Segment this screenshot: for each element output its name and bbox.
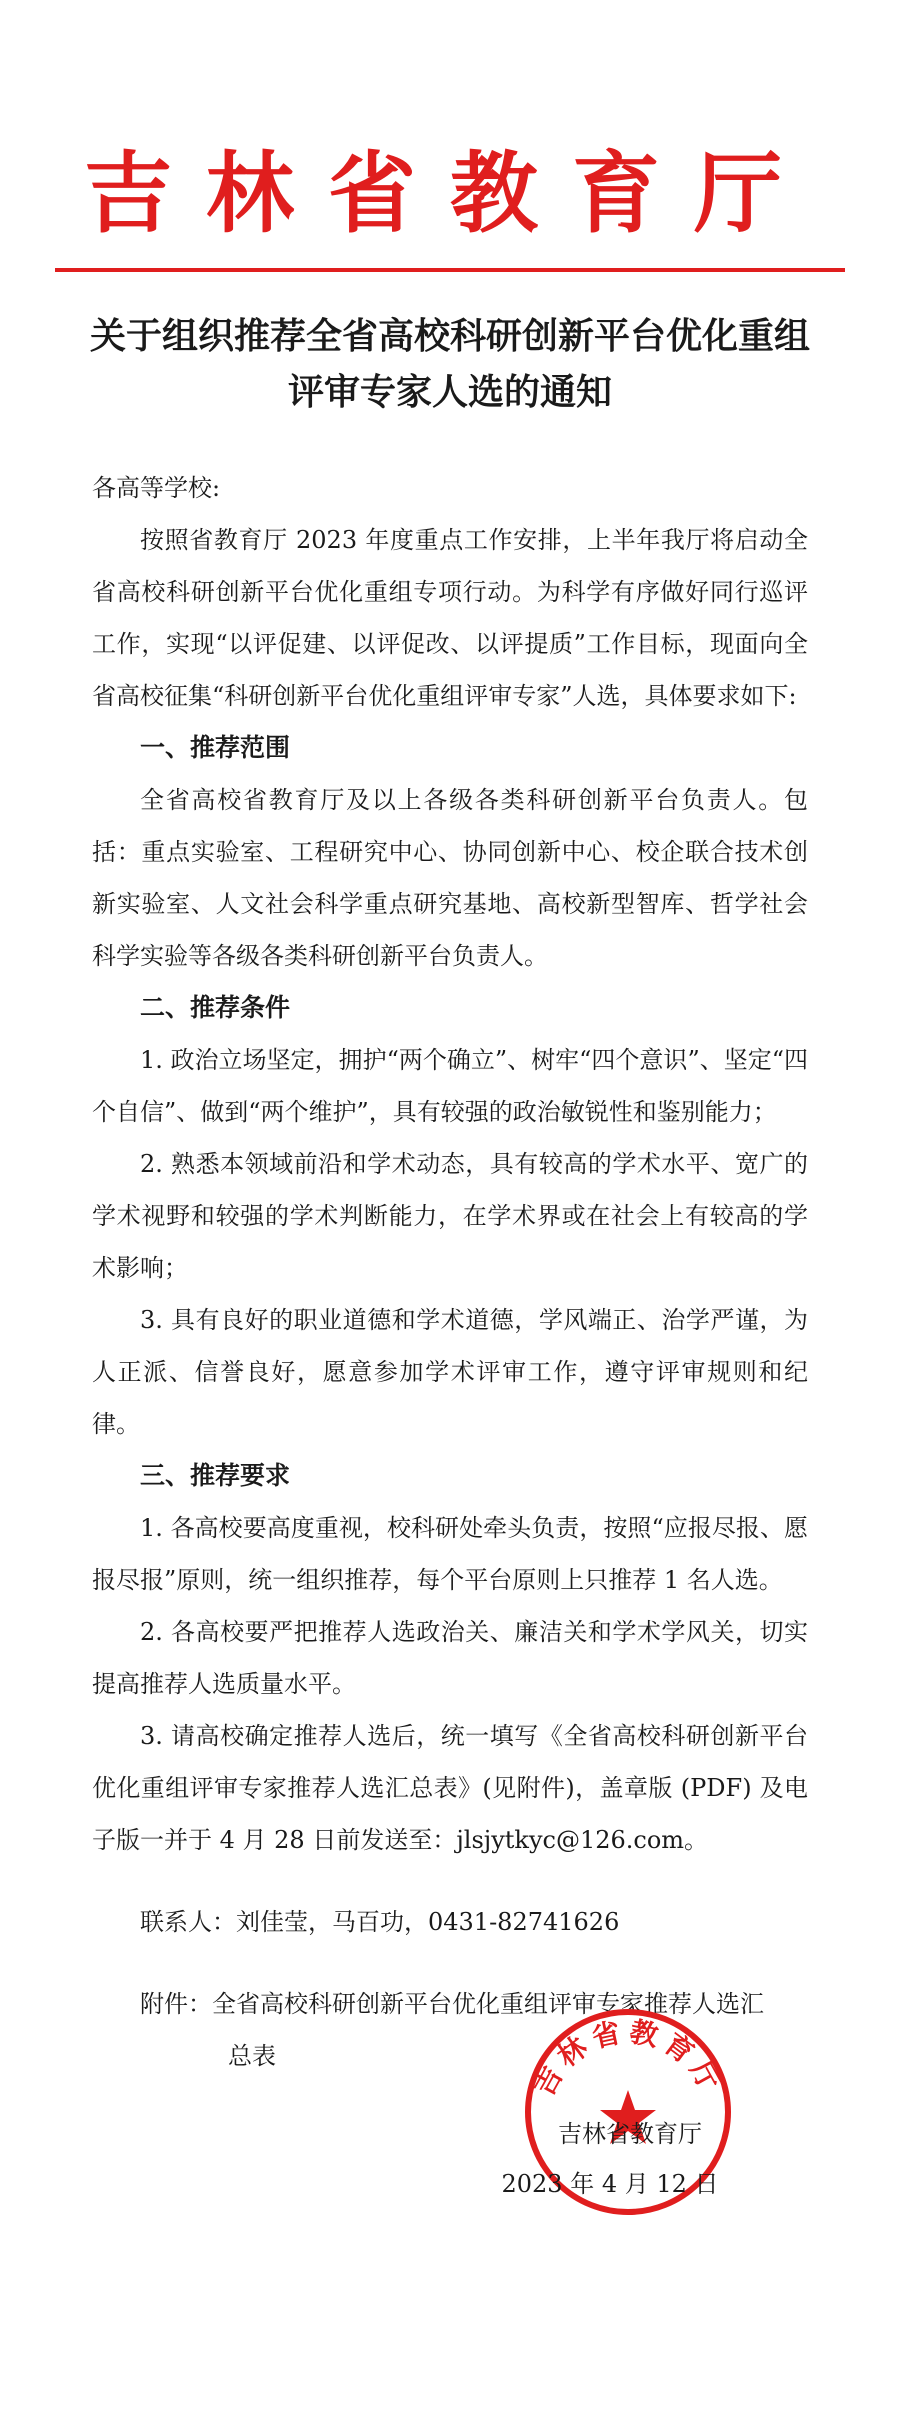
section-3-heading: 三、推荐要求 — [140, 1461, 291, 1490]
title-line-2: 评审专家人选的通知 — [287, 371, 612, 413]
signature-date: 2023 年 4 月 12 日 — [501, 2170, 719, 2198]
section-2-heading: 二、推荐条件 — [140, 993, 291, 1022]
salutation: 各高等学校: — [92, 474, 221, 502]
requirement-item: 2. 各高校要严把推荐人选政治关、廉洁关和学术学风关，切实提高推荐人选质量水平。 — [92, 1618, 808, 1698]
attachment-label: 附件： — [140, 1990, 212, 2018]
condition-item: 1. 政治立场坚定，拥护“两个确立”、树牢“四个意识”、坚定“四个自信”、做到“两个维护”，具有较强的政治敏锐性和鉴别能力； — [92, 1046, 808, 1126]
condition-item: 3. 具有良好的职业道德和学术道德，学风端正、治学严谨，为人正派、信誉良好，愿意参加学术评审工作，遵守评审规则和纪律。 — [92, 1306, 808, 1438]
intro-paragraph: 按照省教育厅 2023 年度重点工作安排，上半年我厅将启动全省高校科研创新平台优化重组专项行动。为科学有序做好同行巡评工作，实现“以评促建、以评促改、以评提质”工作目标，现面向全省高校征集“科研创新平台优化重组评审专家”人选，具体要求如下: — [92, 526, 808, 710]
section-1-heading: 一、推荐范围 — [140, 733, 291, 762]
red-divider — [55, 268, 845, 272]
requirement-item: 1. 各高校要高度重视，校科研处牵头负责，按照“应报尽报、愿报尽报”原则，统一组织推荐，每个平台原则上只推荐 1 名人选。 — [92, 1514, 808, 1594]
contact-line: 联系人：刘佳莹，马百功，0431-82741626 — [140, 1908, 620, 1936]
document-body — [92, 462, 808, 2082]
section-1-text: 全省高校省教育厅及以上各级各类科研创新平台负责人。包括：重点实验室、工程研究中心、协同创新中心、校企联合技术创新实验室、人文社会科学重点研究基地、高校新型智库、哲学社会科学实验等各级各类科研创新平台负责人。 — [92, 786, 808, 970]
condition-item: 2. 熟悉本领域前沿和学术动态，具有较高的学术水平、宽广的学术视野和较强的学术判断能力，在学术界或在社会上有较高的学术影响； — [92, 1150, 808, 1282]
attachment-title: 全省高校科研创新平台优化重组评审专家推荐人选汇 — [212, 1990, 764, 2018]
title-line-1: 关于组织推荐全省高校科研创新平台优化重组 — [89, 315, 810, 357]
signature-org: 吉林省教育厅 — [558, 2120, 702, 2148]
seal-text: 吉林省教育厅 — [527, 2014, 729, 2102]
document-title — [60, 308, 840, 420]
requirement-item: 3. 请高校确定推荐人选后，统一填写《全省高校科研创新平台优化重组评审专家推荐人选汇总表》(见附件)，盖章版 (PDF) 及电子版一并于 4 月 28 日前发送至：jlsjytkyc@126.com。 — [92, 1722, 808, 1854]
attachment-title-cont: 总表 — [228, 2042, 276, 2070]
svg-text:吉林省教育厅 — [527, 2015, 729, 2102]
issuing-org-header: 吉林省教育厅 — [83, 141, 816, 245]
